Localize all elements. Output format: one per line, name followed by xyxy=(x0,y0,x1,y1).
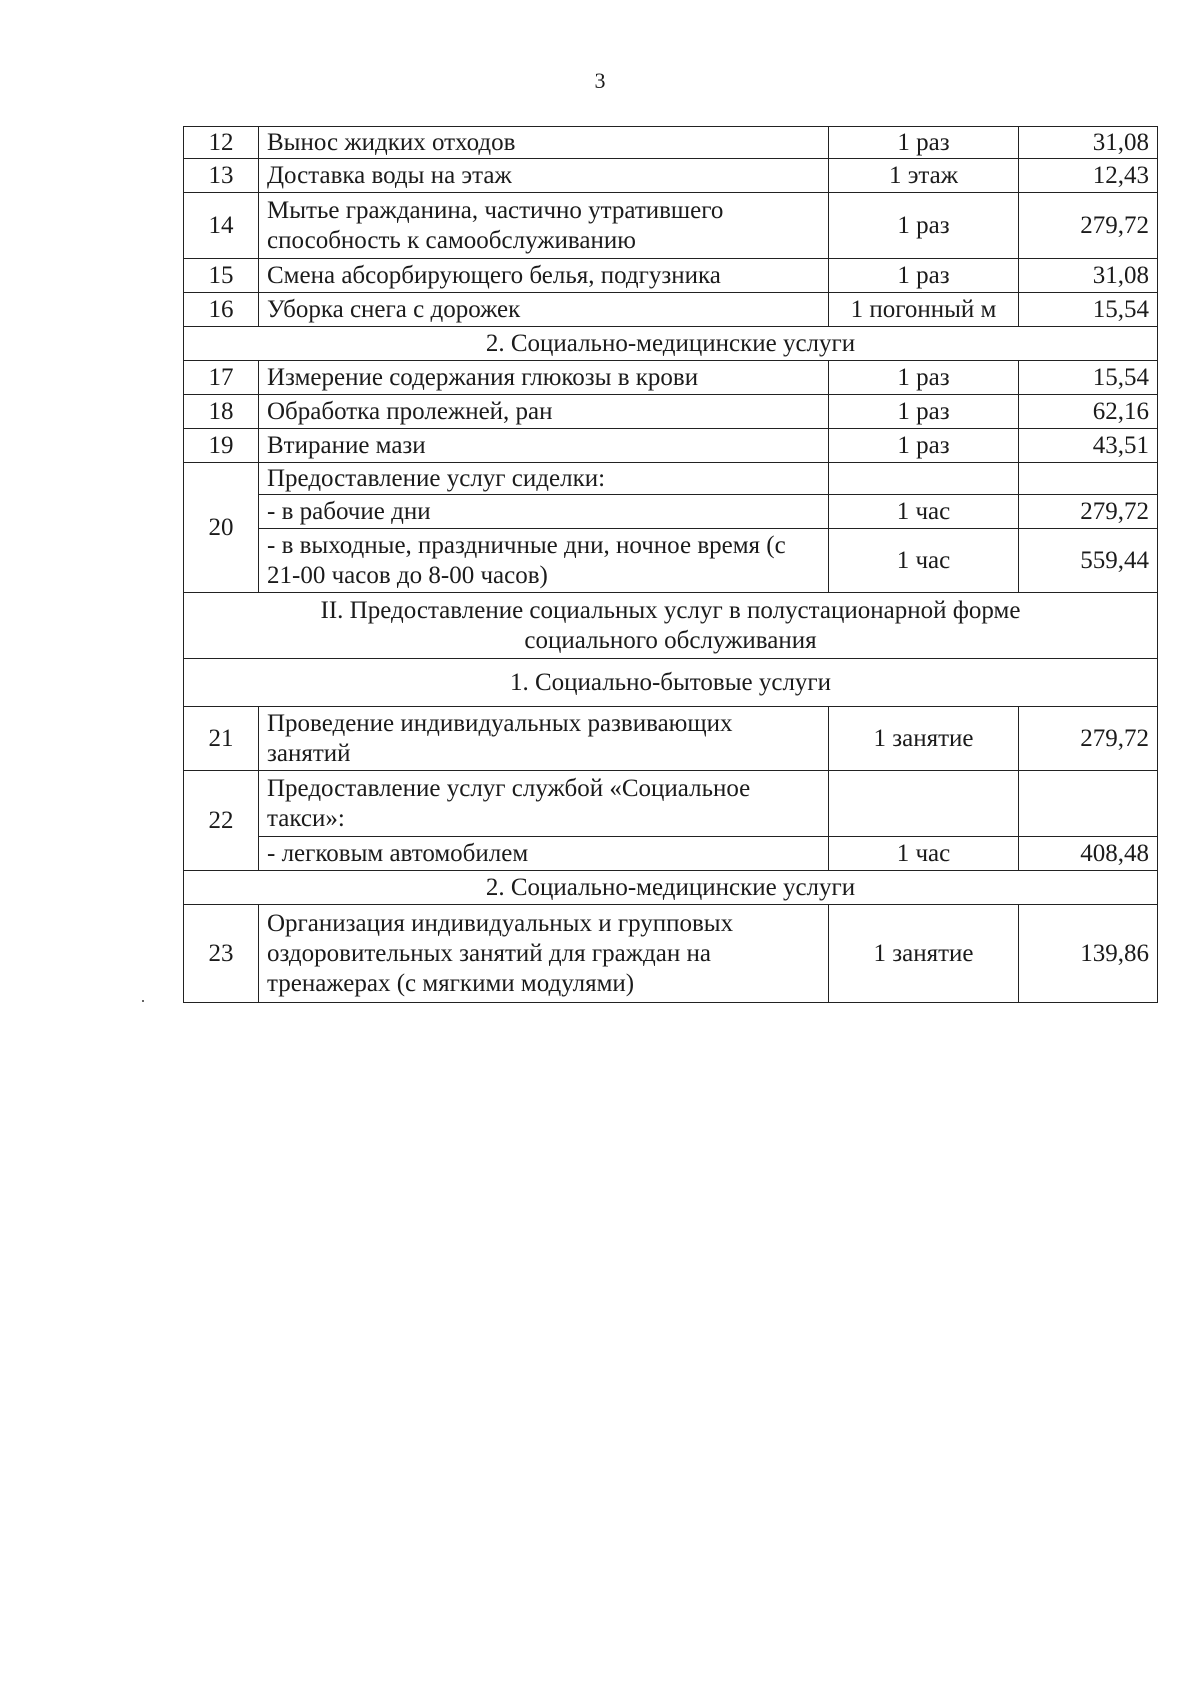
service-name: Предоставление услуг службой «Социальное такси»: xyxy=(259,771,829,837)
section-heading: II. Предоставление социальных услуг в полустационарной форме социального обслуживания xyxy=(184,593,1158,659)
table-subrow xyxy=(184,837,1158,871)
service-price: 43,51 xyxy=(1019,429,1158,463)
service-price: 139,86 xyxy=(1019,905,1158,1003)
service-unit: 1 раз xyxy=(829,127,1019,159)
service-name: Втирание мази xyxy=(259,429,829,463)
section-row xyxy=(184,871,1158,905)
section-heading: 1. Социально-бытовые услуги xyxy=(184,659,1158,707)
service-price: 279,72 xyxy=(1019,193,1158,259)
row-number: 15 xyxy=(184,259,259,293)
service-price: 12,43 xyxy=(1019,159,1158,193)
service-unit: 1 час xyxy=(829,529,1019,593)
row-number: 16 xyxy=(184,293,259,327)
table-row xyxy=(184,707,1158,771)
row-number: 22 xyxy=(184,771,259,871)
service-price: 408,48 xyxy=(1019,837,1158,871)
service-name: Доставка воды на этаж xyxy=(259,159,829,193)
service-unit: 1 раз xyxy=(829,395,1019,429)
table-row xyxy=(184,429,1158,463)
table-row xyxy=(184,395,1158,429)
section-heading: 2. Социально-медицинские услуги xyxy=(184,327,1158,361)
service-unit: 1 раз xyxy=(829,361,1019,395)
service-unit: 1 раз xyxy=(829,193,1019,259)
service-unit: 1 занятие xyxy=(829,707,1019,771)
row-number: 19 xyxy=(184,429,259,463)
table-row xyxy=(184,771,1158,837)
service-unit: 1 погонный м xyxy=(829,293,1019,327)
table-row xyxy=(184,293,1158,327)
row-number: 20 xyxy=(184,463,259,593)
tariff-table xyxy=(183,126,1158,1003)
table-subrow xyxy=(184,529,1158,593)
row-number: 14 xyxy=(184,193,259,259)
service-unit: 1 этаж xyxy=(829,159,1019,193)
service-price-empty xyxy=(1019,463,1158,495)
row-number: 18 xyxy=(184,395,259,429)
table-row xyxy=(184,259,1158,293)
section-row xyxy=(184,327,1158,361)
section-heading: 2. Социально-медицинские услуги xyxy=(184,871,1158,905)
service-price: 31,08 xyxy=(1019,259,1158,293)
service-name: Мытье гражданина, частично утратившего способность к самообслуживанию xyxy=(259,193,829,259)
service-name: Предоставление услуг сиделки: xyxy=(259,463,829,495)
service-price: 15,54 xyxy=(1019,361,1158,395)
service-name: Измерение содержания глюкозы в крови xyxy=(259,361,829,395)
service-unit-empty xyxy=(829,771,1019,837)
section-row xyxy=(184,593,1158,659)
row-number: 13 xyxy=(184,159,259,193)
service-name: Смена абсорбирующего белья, подгузника xyxy=(259,259,829,293)
service-unit-empty xyxy=(829,463,1019,495)
service-unit: 1 час xyxy=(829,495,1019,529)
table-row xyxy=(184,463,1158,495)
row-number: 23 xyxy=(184,905,259,1003)
service-price: 15,54 xyxy=(1019,293,1158,327)
service-unit: 1 час xyxy=(829,837,1019,871)
table-row xyxy=(184,905,1158,1003)
service-price: 62,16 xyxy=(1019,395,1158,429)
service-unit: 1 раз xyxy=(829,429,1019,463)
row-number: 21 xyxy=(184,707,259,771)
table-row xyxy=(184,159,1158,193)
page-number: 3 xyxy=(594,68,606,93)
service-price-empty xyxy=(1019,771,1158,837)
table-row xyxy=(184,361,1158,395)
service-name: - в рабочие дни xyxy=(259,495,829,529)
table-row xyxy=(184,127,1158,159)
service-price: 559,44 xyxy=(1019,529,1158,593)
row-number: 12 xyxy=(184,127,259,159)
service-name: Проведение индивидуальных развивающих занятий xyxy=(259,707,829,771)
table-row xyxy=(184,193,1158,259)
service-price: 279,72 xyxy=(1019,495,1158,529)
service-price: 31,08 xyxy=(1019,127,1158,159)
service-name: Обработка пролежней, ран xyxy=(259,395,829,429)
scan-speck xyxy=(142,1000,144,1002)
row-number: 17 xyxy=(184,361,259,395)
section-row xyxy=(184,659,1158,707)
service-name: - легковым автомобилем xyxy=(259,837,829,871)
table-subrow xyxy=(184,495,1158,529)
service-name: Вынос жидких отходов xyxy=(259,127,829,159)
service-name: Уборка снега с дорожек xyxy=(259,293,829,327)
service-name: - в выходные, праздничные дни, ночное время (с 21-00 часов до 8-00 часов) xyxy=(259,529,829,593)
service-name: Организация индивидуальных и групповых оздоровительных занятий для граждан на тренажерах (с мягкими модулями) xyxy=(259,905,829,1003)
service-unit: 1 занятие xyxy=(829,905,1019,1003)
service-unit: 1 раз xyxy=(829,259,1019,293)
service-price: 279,72 xyxy=(1019,707,1158,771)
